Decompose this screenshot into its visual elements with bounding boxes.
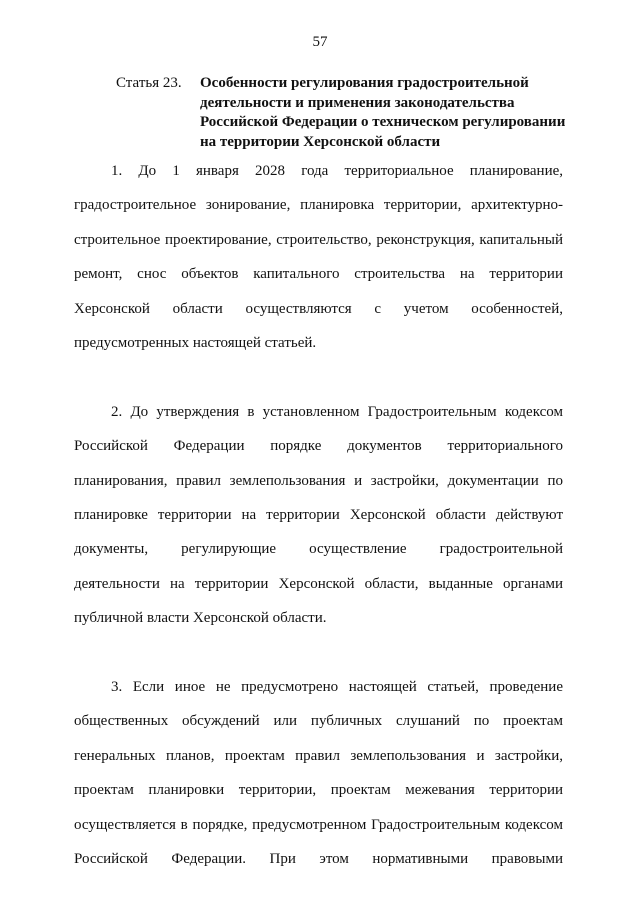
article-body xyxy=(74,154,563,877)
article-title: Особенности регулирования градостроительной деятельности и применения законодательства Российской Федерации о техническом регулировании на территории Херсонской области xyxy=(200,75,566,150)
paragraph-3: 3. Если иное не предусмотрено настоящей статьей, проведение общественных обсуждений или публичных слушаний по проектам генеральных планов, проектам правил землепользования и застройки, проектам планировки территории, проектам межевания территории осуществляется в порядке, предусмотренном Градостроительным кодексом Российской Федерации. При этом нормативными правовыми xyxy=(74,679,563,868)
page-number: 57 xyxy=(312,34,328,50)
article-label: Статья 23. xyxy=(116,75,182,91)
article-header xyxy=(116,74,576,152)
paragraph-1: 1. До 1 января 2028 года территориальное планирование, градостроительное зонирование, планировка территории, архитектурно-строительное проектирование, строительство, реконструкция, капитальный ремонт, снос объектов капитального строительства на территории Херсонской области осуществляются с учетом особенностей, предусмотренных настоящей статьей. xyxy=(74,163,563,352)
paragraph-2: 2. До утверждения в установленном Градостроительным кодексом Российской Федерации порядке документов территориального планирования, правил землепользования и застройки, документации по планировке территории на территории Херсонской области действуют документы, регулирующие осуществление градостроительной деятельности на территории Херсонской области, выданные органами публичной власти Херсонской области. xyxy=(74,403,563,627)
